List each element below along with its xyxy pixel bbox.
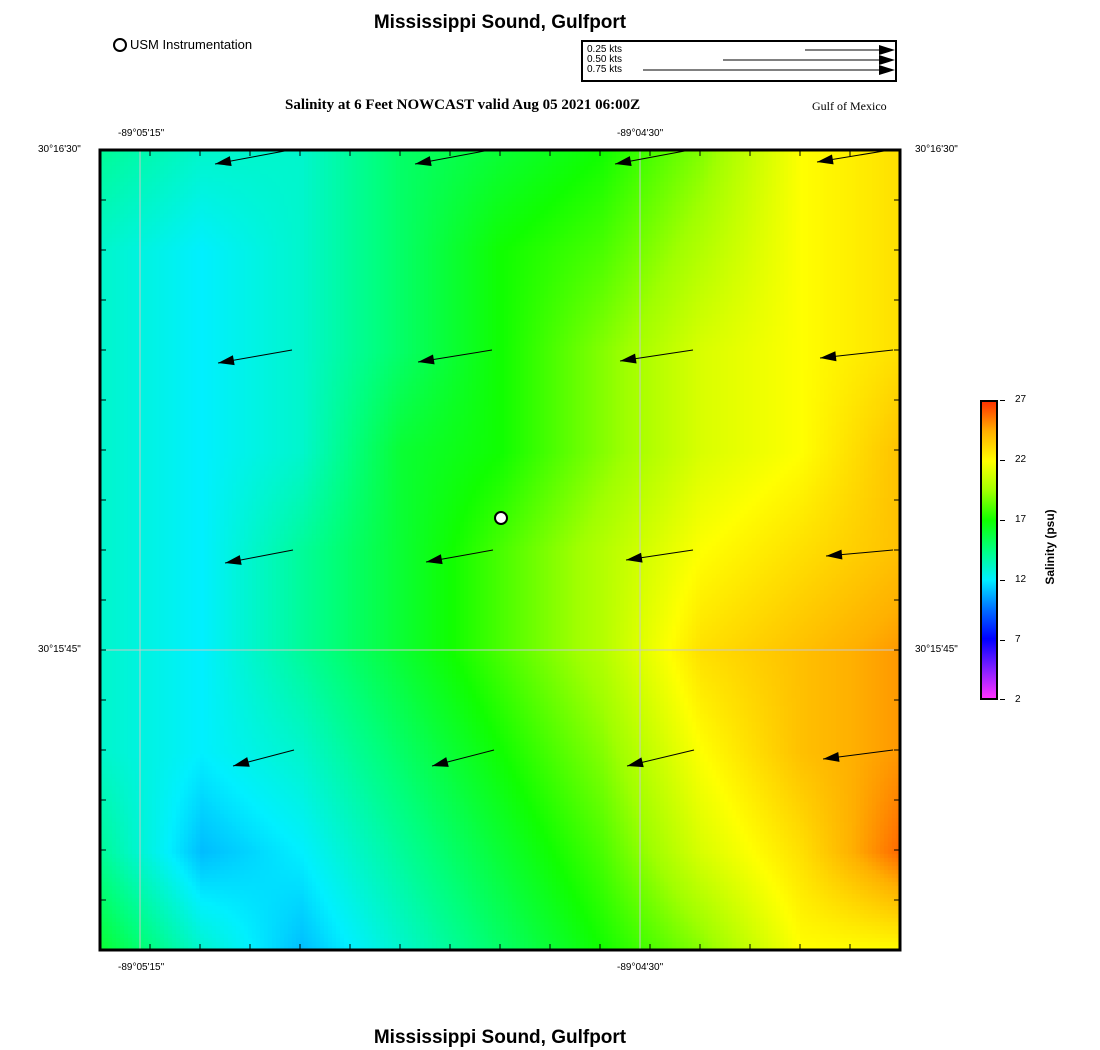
frame-ticks bbox=[100, 150, 900, 950]
colorbar-tick bbox=[1000, 460, 1005, 461]
salinity-map[interactable] bbox=[100, 150, 900, 950]
colorbar-label-2: 2 bbox=[1015, 694, 1021, 705]
current-vector-head-icon bbox=[826, 550, 842, 560]
colorbar-label-7: 7 bbox=[1015, 634, 1021, 645]
current-vector-head-icon bbox=[626, 553, 643, 563]
colorbar-label-22: 22 bbox=[1015, 454, 1027, 465]
speed-label-075: 0.75 kts bbox=[587, 64, 623, 75]
instrument-marker-icon bbox=[113, 38, 127, 52]
salinity-colorbar bbox=[980, 400, 998, 700]
lat-tick-left-2: 30°15'45" bbox=[38, 644, 81, 655]
arrow-head-icon bbox=[879, 65, 895, 75]
bottom-title: Mississippi Sound, Gulfport bbox=[373, 1027, 627, 1048]
current-vector-head-icon bbox=[820, 351, 836, 361]
colorbar-label-17: 17 bbox=[1015, 514, 1027, 525]
map-title: Mississippi Sound, Gulfport bbox=[373, 12, 627, 33]
speed-label-025: 0.25 kts bbox=[587, 44, 623, 55]
current-vectors bbox=[215, 150, 893, 767]
arrow-head-icon bbox=[879, 55, 895, 65]
lon-tick-top-1: -89°05'15" bbox=[118, 128, 165, 139]
arrow-head-icon bbox=[879, 45, 895, 55]
current-vector-head-icon bbox=[215, 156, 232, 166]
lat-tick-right-1: 30°16'30" bbox=[915, 144, 958, 155]
current-vector-head-icon bbox=[432, 757, 449, 767]
lat-tick-right-2: 30°15'45" bbox=[915, 644, 958, 655]
colorbar-tick bbox=[1000, 580, 1005, 581]
colorbar-title: Salinity (psu) bbox=[1043, 509, 1057, 585]
speed-label-050: 0.50 kts bbox=[587, 54, 623, 65]
lon-tick-bottom-2: -89°04'30" bbox=[617, 962, 664, 973]
speed-arrows bbox=[583, 42, 895, 80]
colorbar-tick bbox=[1000, 699, 1005, 700]
current-speed-scale bbox=[581, 40, 897, 82]
current-vector-head-icon bbox=[817, 154, 834, 164]
current-vector-head-icon bbox=[225, 555, 242, 565]
map-border bbox=[100, 150, 900, 950]
lat-tick-left-1: 30°16'30" bbox=[38, 144, 81, 155]
current-vector-head-icon bbox=[627, 757, 644, 767]
colorbar-label-12: 12 bbox=[1015, 574, 1027, 585]
usm-station-marker bbox=[495, 512, 507, 524]
current-vector-head-icon bbox=[218, 355, 235, 365]
lon-tick-top-2: -89°04'30" bbox=[617, 128, 664, 139]
map-subtitle: Salinity at 6 Feet NOWCAST valid Aug 05 2021 06:00Z bbox=[285, 97, 641, 113]
lon-tick-bottom-1: -89°05'15" bbox=[118, 962, 165, 973]
colorbar-tick bbox=[1000, 520, 1005, 521]
map-overlay bbox=[100, 150, 900, 950]
current-vector-head-icon bbox=[233, 757, 250, 767]
current-vector-head-icon bbox=[823, 752, 840, 762]
region-label: Gulf of Mexico bbox=[812, 99, 887, 113]
colorbar-tick bbox=[1000, 640, 1005, 641]
current-vector-head-icon bbox=[418, 355, 435, 365]
instrument-legend-label: USM Instrumentation bbox=[130, 37, 253, 52]
current-vector-head-icon bbox=[615, 156, 632, 166]
instrument-legend bbox=[113, 37, 252, 52]
colorbar-tick bbox=[1000, 400, 1005, 401]
current-vector-head-icon bbox=[426, 554, 443, 564]
current-vector-head-icon bbox=[620, 354, 637, 364]
current-vector-head-icon bbox=[415, 156, 432, 166]
colorbar-label-27: 27 bbox=[1015, 394, 1027, 405]
